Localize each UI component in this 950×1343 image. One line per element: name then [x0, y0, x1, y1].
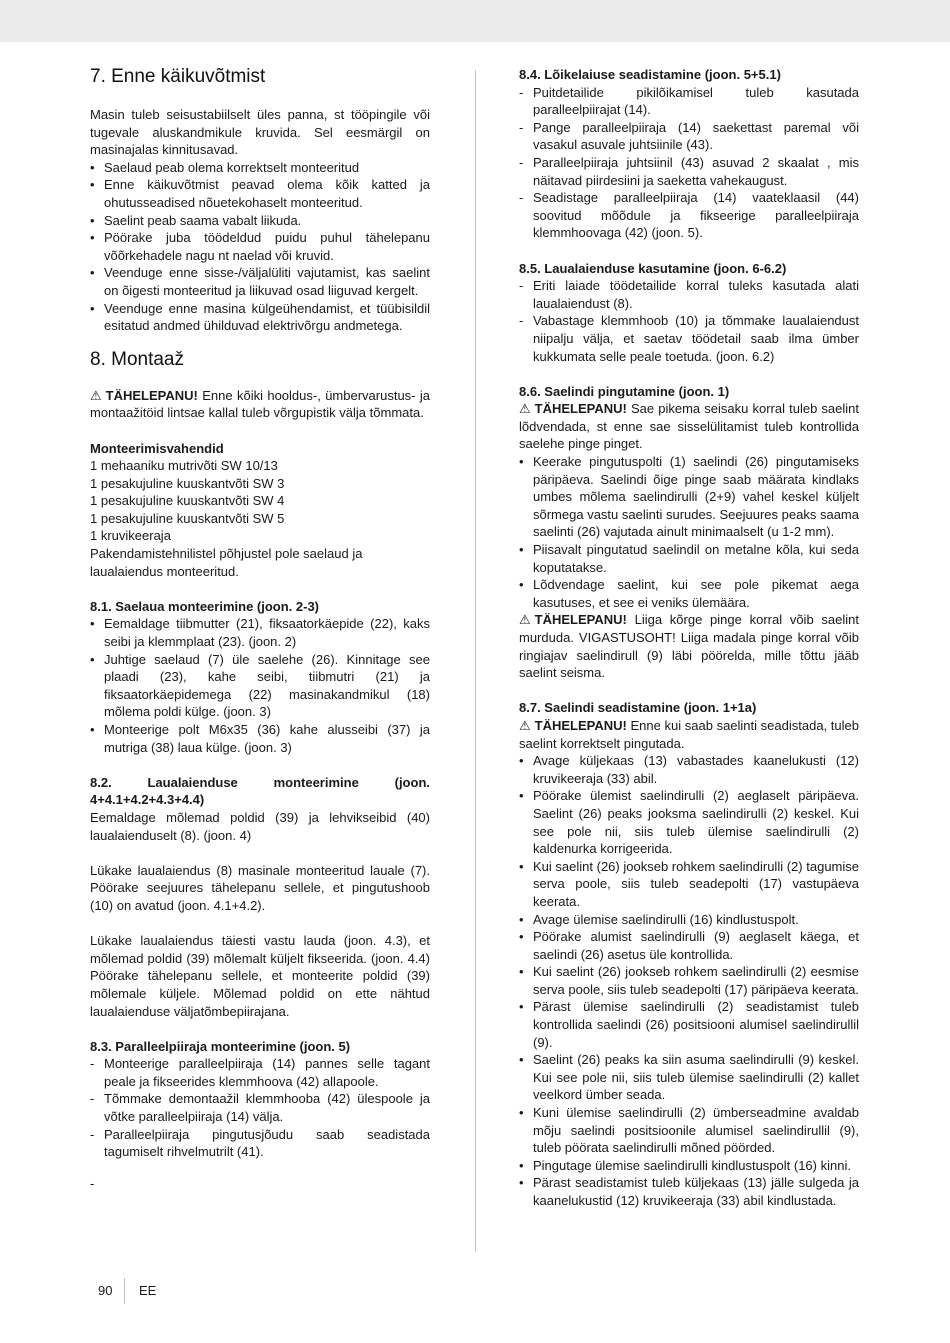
- list-item: - Paralleelpiiraja juhtsiinil (43) asuvad 2 skaalat , mis näitavad piirdesiini ja saeketta vahekaugust.: [519, 154, 859, 188]
- list-item: • Kui saelint (26) jookseb rohkem saelindirulli (2) eesmise serva poole, siis tuleb seadepolti (17) päripäeva keerata.: [519, 964, 859, 997]
- list-item: • Keerake pingutuspolti (1) saelindi (26) pingutamiseks päripäeva. Saelindi õige pinge saab määrata kindlaks umbes mõlema saelindirulli (2+9) vahel keskel küljelt sõrmega vastu saelinti surudes. Seejuures peaks saama saelinti (26) vajutada ainult minimaalselt (u 1-2 mm).: [519, 454, 859, 540]
- list-item: • Kui saelint (26) jookseb rohkem saelindirulli (2) tagumise serva poole, siis tuleb seadepolti (17) vastupäeva keerata.: [519, 858, 859, 909]
- list-item: - Seadistage paralleelpiiraja (14) vaateklaasil (44) soovitud mõõdule ja fikseerige paralleelpiiraja klemmhoovaga (42) (joon. 5).: [519, 190, 859, 241]
- list-item: - Vabastage klemmhoob (10) ja tõmmake laualaiendust niipalju välja, et saetav töödetail saab ilma ümber kukkumata selle peale toetuda. (joon. 6.2): [519, 313, 859, 364]
- list-item: • Saelint peab saama vabalt liikuda.: [90, 212, 302, 228]
- list-item: • Avage ülemise saelindirulli (16) kindlustuspolt.: [519, 911, 799, 927]
- section-8-5-items: [519, 277, 859, 365]
- page-number: 90: [98, 1283, 113, 1298]
- section-8-2-title: 8.2. Laualaienduse monteerimine (joon. 4+4.1+4.2+4.3+4.4): [90, 774, 430, 808]
- list-item: • Pöörake juba töödeldud puidu puhul tähelepanu võõrkehadele nagu nt naelad või kruvid.: [90, 230, 430, 263]
- list-item: • Pingutage ülemise saelindirulli kindlustuspolt (16) kinni.: [519, 1157, 851, 1173]
- tool-item: 1 mehaaniku mutrivõti SW 10/13: [90, 458, 278, 474]
- list-item: • Veenduge enne sisse-/väljalüliti vajutamist, kas saelint on õigesti monteeritud ja liikuvad osad liiguvad kergelt.: [90, 265, 430, 298]
- tools-note: Pakendamistehnilistel põhjustel pole saelaud ja laualaiendus monteeritud.: [90, 546, 363, 579]
- list-item: • Pöörake ülemist saelindirulli (2) aeglaselt päripäeva. Saelint (26) peaks jooksma saelindirulli (2) keskel. Kui see pole nii, siis tuleb ülemise saelindirulli (2) kaldenurka korrigeerida.: [519, 788, 859, 857]
- tool-item: 1 pesakujuline kuuskantvõti SW 5: [90, 510, 285, 526]
- list-item: • Veenduge enne masina külgeühendamist, et tüübisildil esitatud andmed ühilduvad elektrivõrgu andmetega.: [90, 300, 430, 334]
- section-8-5-title: 8.5. Laualaienduse kasutamine (joon. 6-6.2): [519, 260, 787, 276]
- language-code: EE: [139, 1283, 157, 1298]
- trailing-dash: -: [90, 1175, 95, 1191]
- section-8-3-title: 8.3. Paralleelpiiraja monteerimine (joon. 5): [90, 1038, 351, 1054]
- list-item: - Puitdetailide pikilõikamisel tuleb kasutada paralleelpiirajat (14).: [519, 84, 859, 118]
- section-8-4-items: [519, 84, 859, 242]
- section-7-intro: Masin tuleb seisustabiilselt üles panna, st tööpingile või tugevale aluskandmikule kruvida. Sel eesmärgil on masinajalas kinnitusavad.: [90, 107, 430, 158]
- section-7-bullets: [90, 159, 430, 335]
- tool-item: 1 kruvikeeraja: [90, 528, 171, 544]
- list-item: • Saelaud peab olema korrektselt monteeritud: [90, 159, 360, 175]
- section-8-4-title: 8.4. Lõikelaiuse seadistamine (joon. 5+5.1): [519, 67, 781, 82]
- section-8-2-para: Eemaldage mõlemad poldid (39) ja lehvikseibid (40) laualaienduselt (8). (joon. 4): [90, 809, 430, 843]
- section-8-2-para: Lükake laualaiendus (8) masinale monteeritud lauale (7). Pöörake seejuures tähelepanu sellele, et pingutushoob (10) on avatud (joon. 4.1+4.2).: [90, 862, 430, 913]
- section-8-2-para: Lükake laualaiendus täiesti vastu lauda (joon. 4.3), et mõlemad poldid (39) mõlemalt küljelt fikseerida. (joon. 4.4) Pöörake tähelepanu sellele, et monteerite poldid (39) mõlemale küljele. Mõlemad poldid on ette nähtud laualaienduse väljatõmbepiirajana.: [90, 933, 430, 1019]
- section-8-1-bullets: [90, 615, 430, 756]
- list-item: • Avage küljekaas (13) vabastades kaanelukusti (12) kruvikeeraja (33) abil.: [519, 753, 859, 786]
- list-item: - Monteerige paralleelpiiraja (14) pannes selle tagant peale ja fikseerides klemmhoova (42) allapoole.: [90, 1056, 430, 1089]
- list-item: • Piisavalt pingutatud saelindil on metalne kõla, kui seda koputatakse.: [519, 542, 859, 575]
- list-item: • Juhtige saelaud (7) üle saelehe (26). Kinnitage see plaadi (23), kahe seibi, tiibmutri (21) ja fiksaatorkäepidemega (22) masinakandmikul (18) mõlema poldi külge. (joon. 3): [90, 651, 430, 720]
- section-8-6-warning-2: ⚠ TÄHELEPANU! Liiga kõrge pinge korral võib saelint murduda. VIGASTUSOHT! Liiga madala pinge korral võib ringiajav saelindirull (9) läbi pöörelda, mille tõttu jääb saelint seisma.: [519, 612, 859, 681]
- list-item: • Pärast ülemise saelindirulli (2) seadistamist tuleb kontrollida saelindi (26) positsiooni alumisel saelindirullil (9).: [519, 999, 859, 1050]
- list-item: • Lõdvendage saelint, kui see pole pikemat aega kasutuses, et see ei veniks ülemäära.: [519, 577, 859, 610]
- list-item: • Saelint (26) peaks ka siin asuma saelindirulli (9) keskel. Kui see pole nii, siis tuleb ülemise saelindirulli (2) kallet veelkord ümber seada.: [519, 1052, 859, 1103]
- list-item: • Pöörake alumist saelindirulli (9) aeglaselt käega, et saelindi (26) asetus üle kontrollida.: [519, 929, 859, 962]
- section-8-6-bullets: [519, 453, 859, 611]
- list-item: - Paralleelpiiraja pingutusjõudu saab seadistada tagumiselt rihvelmutrilt (41).: [90, 1126, 430, 1160]
- warning-icon: ⚠: [519, 401, 531, 417]
- section-8-6-warning: ⚠ TÄHELEPANU! Sae pikema seisaku korral tuleb saelint lõdvendada, st enne sae sisselülitamist tuleb kontrollida saelehe pinge pinget.: [519, 401, 859, 452]
- section-8-1-title: 8.1. Saelaua monteerimine (joon. 2-3): [90, 598, 320, 614]
- list-item: - Eriti laiade töödetailide korral tuleks kasutada alati laualaiendust (8).: [519, 278, 859, 311]
- warning-icon: ⚠: [519, 717, 531, 733]
- warning-icon: ⚠: [90, 387, 102, 403]
- section-7-title: 7. Enne käikuvõtmist: [90, 66, 266, 87]
- section-8-7-bullets: [519, 752, 859, 1209]
- footer-divider: [124, 1278, 125, 1304]
- tools-title: Monteerimisvahendid: [90, 440, 224, 456]
- tool-item: 1 pesakujuline kuuskantvõti SW 4: [90, 493, 285, 509]
- tool-item: 1 pesakujuline kuuskantvõti SW 3: [90, 475, 285, 491]
- section-8-3-items: [90, 1055, 430, 1161]
- right-column: [519, 66, 859, 1210]
- section-8-warning: ⚠ TÄHELEPANU! Enne kõiki hooldus-, ümbervarustus- ja montaažitöid lintsae kallal tuleb võrgupistik välja tõmmata.: [90, 387, 430, 421]
- top-bar: [0, 0, 950, 42]
- list-item: • Kuni ülemise saelindirulli (2) ümberseadmine avaldab mõju saelindi positsioonile alumisel saelindirullil (9), tuleb pöörata saelindirulli mõned pöörded.: [519, 1105, 859, 1156]
- column-divider: [475, 70, 476, 1252]
- list-item: • Pärast seadistamist tuleb küljekaas (13) jälle sulgeda ja kaanelukustid (12) kruvikeeraja (33) abil kindlustada.: [519, 1175, 859, 1208]
- section-8-7-title: 8.7. Saelindi seadistamine (joon. 1+1a): [519, 700, 757, 716]
- list-item: - Pange paralleelpiiraja (14) saekettast paremal või vasakul asuvale juhtsiinile (43).: [519, 119, 859, 153]
- list-item: - Tõmmake demontaažil klemmhooba (42) ülespoole ja võtke paralleelpiiraja (14) välja.: [90, 1091, 430, 1125]
- warning-icon: ⚠: [519, 612, 531, 628]
- left-column: [90, 66, 430, 1192]
- list-item: • Monteerige polt M6x35 (36) kahe alusseibi (37) ja mutriga (38) laua külge. (joon. 3): [90, 722, 430, 755]
- section-8-title: 8. Montaaž: [90, 348, 184, 370]
- list-item: • Enne käikuvõtmist peavad olema kõik katted ja ohutusseadised nõuetekohaselt monteeritud.: [90, 177, 430, 210]
- list-item: • Eemaldage tiibmutter (21), fiksaatorkäepide (22), kaks seibi ja klemmplaat (23). (joon. 2): [90, 616, 430, 650]
- section-8-6-title: 8.6. Saelindi pingutamine (joon. 1): [519, 383, 730, 399]
- section-8-7-warning: ⚠ TÄHELEPANU! Enne kui saab saelinti seadistada, tuleb saelint korrektselt pingutada.: [519, 717, 859, 751]
